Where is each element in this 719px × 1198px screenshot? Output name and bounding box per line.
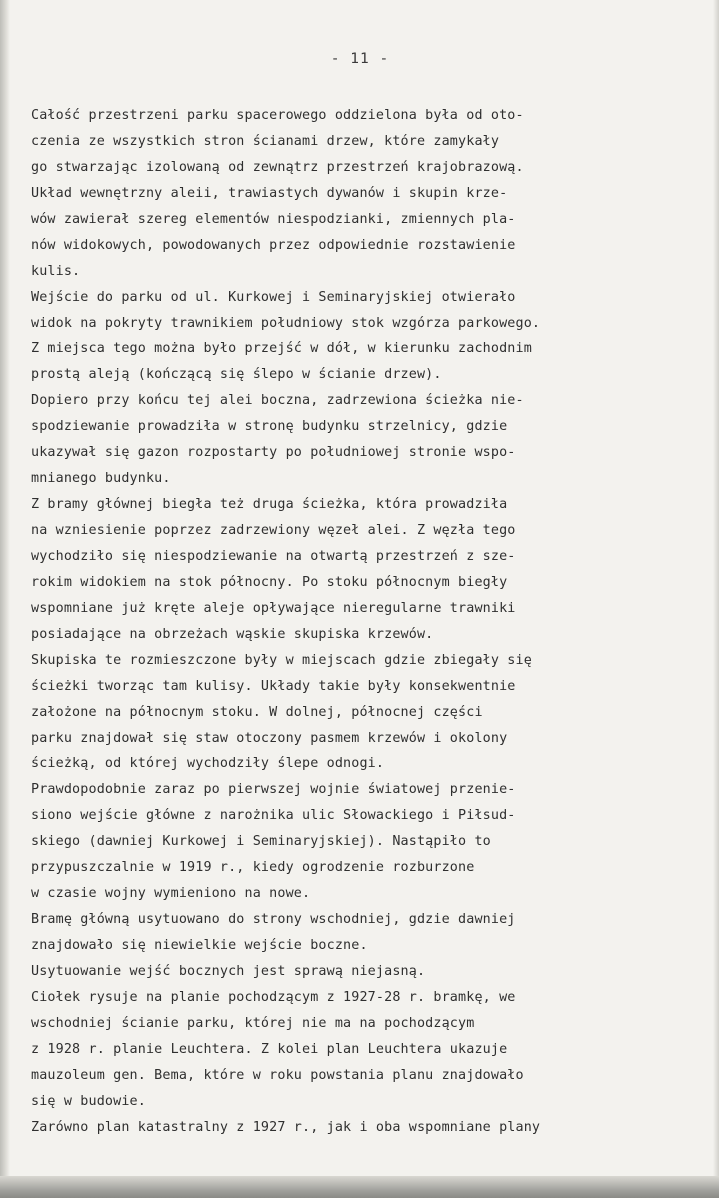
text-line: założone na północnym stoku. W dolnej, północnej części [31, 704, 483, 720]
text-line: prostą aleją (kończącą się ślepo w ścianie drzew). [31, 367, 442, 383]
text-line: Wejście do parku od ul. Kurkowej i Seminaryjskiej otwierało [31, 289, 516, 305]
text-line: Układ wewnętrzny aleii, trawiastych dywanów i skupin krze- [31, 185, 508, 201]
text-line: Bramę główną usytuowano do strony wschodniej, gdzie dawniej [31, 912, 516, 928]
page-right-edge [713, 0, 719, 1198]
text-line: kulis. [31, 263, 81, 279]
text-line: Skupiska te rozmieszczone były w miejscach gdzie zbiegały się [31, 652, 532, 668]
text-line: spodziewanie prowadziła w stronę budynku strzelnicy, gdzie [31, 419, 508, 435]
text-line: rokim widokiem na stok północny. Po stoku północnym biegły [31, 574, 508, 590]
text-line: Zarówno plan katastralny z 1927 r., jak i oba wspomniane plany [31, 1119, 541, 1135]
body-text [31, 103, 691, 1141]
text-line: z 1928 r. planie Leuchtera. Z kolei plan Leuchtera ukazuje [31, 1041, 508, 1057]
text-line: mauzoleum gen. Bema, które w roku powstania planu znajdowało [31, 1067, 524, 1083]
text-line: Ciołek rysuje na planie pochodzącym z 1927-28 r. bramkę, we [31, 989, 516, 1005]
text-line: widok na pokryty trawnikiem południowy stok wzgórza parkowego. [31, 315, 541, 331]
text-line: ukazywał się gazon rozpostarty po południowej stronie wspo- [31, 445, 516, 461]
text-line: wschodniej ścianie parku, której nie ma na pochodzącym [31, 1015, 475, 1031]
text-line: mnianego budynku. [31, 471, 171, 487]
text-line: Z miejsca tego można było przejść w dół, w kierunku zachodnim [31, 341, 532, 357]
text-line: posiadające na obrzeżach wąskie skupiska krzewów. [31, 626, 434, 642]
text-line: czenia ze wszystkich stron ścianami drzew, które zamykały [31, 133, 500, 149]
text-line: się w budowie. [31, 1093, 146, 1109]
text-line: parku znajdował się staw otoczony pasmem krzewów i okolony [31, 730, 508, 746]
text-line: przypuszczalnie w 1919 r., kiedy ogrodzenie rozburzone [31, 860, 475, 876]
page-number: - 11 - [330, 51, 390, 67]
text-line: Całość przestrzeni parku spacerowego oddzielona była od oto- [31, 108, 524, 123]
text-line: siono wejście główne z narożnika ulic Słowackiego i Piłsud- [31, 808, 516, 824]
text-line: w czasie wojny wymieniono na nowe. [31, 886, 311, 902]
text-line: Dopiero przy końcu tej alei boczna, zadrzewiona ścieżka nie- [31, 393, 524, 409]
text-line: wów zawierał szereg elementów niespodzianki, zmiennych pla- [31, 211, 516, 227]
text-line: znajdowało się niewielkie wejście boczne. [31, 938, 368, 953]
text-line: go stwarzając izolowaną od zewnątrz przestrzeń krajobrazową. [31, 159, 524, 175]
text-line: wspomniane już kręte aleje opływające nieregularne trawniki [31, 600, 516, 616]
text-line: Usytuowanie wejść bocznych jest sprawą niejasną. [31, 963, 426, 979]
text-line: na wzniesienie poprzez zadrzewiony węzeł alei. Z węzła tego [31, 523, 516, 538]
text-line: skiego (dawniej Kurkowej i Seminaryjskiej). Nastąpiło to [31, 834, 491, 850]
page-left-edge [0, 0, 10, 1198]
text-line: Z bramy głównej biegła też druga ścieżka, która prowadziła [31, 497, 508, 513]
text-line: ścieżki tworząc tam kulisy. Układy takie były konsekwentnie [31, 678, 516, 694]
text-line: Prawdopodobnie zaraz po pierwszej wojnie światowej przenie- [31, 782, 516, 798]
page-bottom-shadow [0, 1176, 719, 1198]
text-line: ścieżką, od której wychodziły ślepe odnogi. [31, 756, 385, 772]
text-line: wychodziło się niespodziewanie na otwartą przestrzeń z sze- [31, 548, 516, 564]
text-line: nów widokowych, powodowanych przez odpowiednie rozstawienie [31, 237, 516, 253]
